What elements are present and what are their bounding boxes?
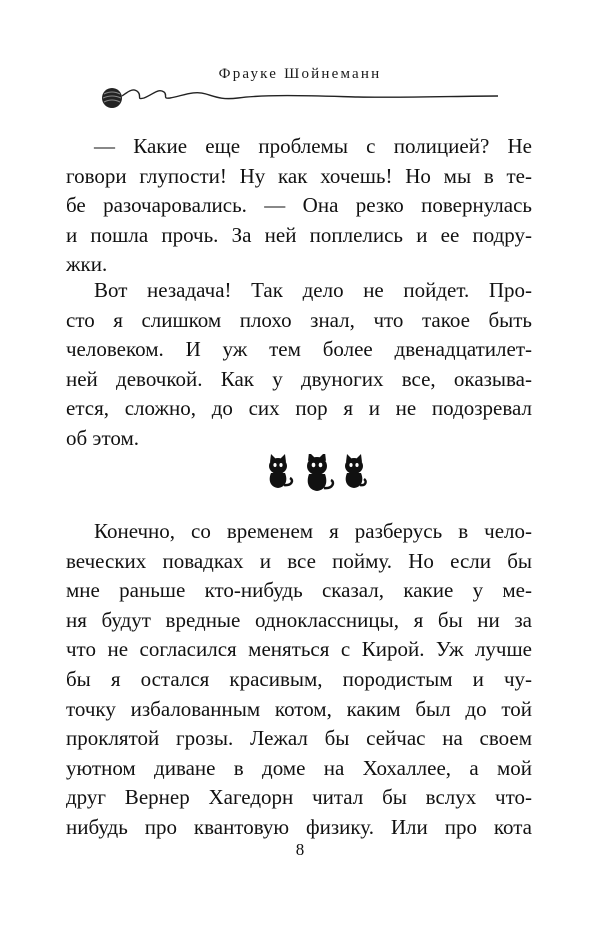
text-line: мне раньше кто-нибудь сказал, какие у ме- xyxy=(66,578,532,603)
text-line: что не согласился меняться с Кирой. Уж лучше xyxy=(66,637,532,662)
text-line: ня будут вредные одноклассницы, я бы ни за xyxy=(66,607,532,632)
paragraph-1 xyxy=(66,132,532,280)
text-line: ней девочкой. Как у двуногих все, оказыва- xyxy=(66,366,532,391)
text-line: бе разочаровались. — Она резко повернулась xyxy=(66,193,532,218)
cat-icon-right xyxy=(345,454,366,488)
cat-icon-left xyxy=(269,454,292,488)
text-line: бы я остался красивым, породистым и чу- xyxy=(66,666,532,691)
running-header-author: Фрауке Шойнеманн xyxy=(218,66,382,82)
text-line: — Какие еще проблемы с полицией? Не xyxy=(94,134,532,158)
text-line: говори глупости! Ну как хочешь! Но мы в те- xyxy=(66,163,532,188)
text-line: жки. xyxy=(66,252,108,277)
yarn-ball-icon xyxy=(98,84,503,110)
cat-icon-middle xyxy=(307,454,333,491)
text-line: проклятой грозы. Лежал бы сейчас на своем xyxy=(66,726,532,751)
text-line: сто я слишком плохо знал, что такое быть xyxy=(66,307,532,332)
text-line: и пошла прочь. За ней поплелись и ее подру- xyxy=(66,222,532,247)
text-line: Вот незадача! Так дело не пойдет. Про- xyxy=(94,278,532,302)
paragraph-3 xyxy=(66,517,532,843)
text-line: нибудь про квантовую физику. Или про кота xyxy=(66,814,532,839)
text-line: ется, сложно, до сих пор я и не подозревал xyxy=(66,396,532,421)
three-cats-icon xyxy=(266,454,368,494)
text-line: уютном диване в доме на Хохаллее, а мой xyxy=(66,755,532,780)
text-line: веческих повадках и все пойму. Но если бы xyxy=(66,548,532,573)
text-line: об этом. xyxy=(66,425,139,450)
text-line: человеком. И уж тем более двенадцатилет- xyxy=(66,337,532,362)
page-number: 8 xyxy=(295,840,305,859)
text-line: друг Вернер Хагедорн читал бы вслух что- xyxy=(66,785,532,810)
text-line: Конечно, со временем я разберусь в чело- xyxy=(94,519,532,543)
paragraph-2 xyxy=(66,276,532,454)
text-line: точку избалованным котом, каким был до той xyxy=(66,696,532,721)
